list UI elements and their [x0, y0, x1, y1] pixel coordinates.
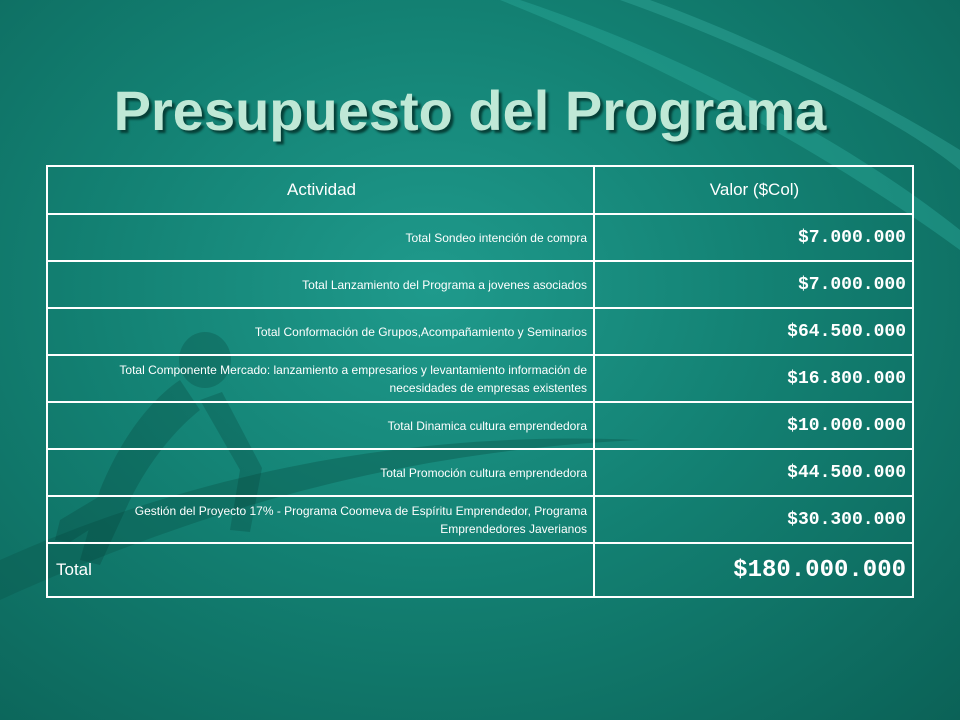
- value-cell: $7.000.000: [594, 214, 913, 261]
- value-cell: $30.300.000: [594, 496, 913, 543]
- activity-cell: Gestión del Proyecto 17% - Programa Coomeva de Espíritu Emprendedor, Programa Emprendedores Javerianos: [47, 496, 594, 543]
- table-row: [47, 261, 913, 308]
- table-row: [47, 496, 913, 543]
- table-header-row: [47, 166, 913, 214]
- table-row: [47, 402, 913, 449]
- activity-cell: Total Componente Mercado: lanzamiento a empresarios y levantamiento información de necesidades de empresas existentes: [47, 355, 594, 402]
- table-row: [47, 449, 913, 496]
- activity-cell: Total Dinamica cultura emprendedora: [47, 402, 594, 449]
- budget-table: [46, 165, 914, 598]
- header-activity: Actividad: [47, 166, 594, 214]
- value-cell: $16.800.000: [594, 355, 913, 402]
- table-row: [47, 355, 913, 402]
- total-value: $180.000.000: [594, 543, 913, 597]
- table-row: [47, 308, 913, 355]
- header-value: Valor ($Col): [594, 166, 913, 214]
- value-cell: $64.500.000: [594, 308, 913, 355]
- table-row: [47, 214, 913, 261]
- value-cell: $7.000.000: [594, 261, 913, 308]
- slide-title: Presupuesto del Programa: [113, 79, 827, 142]
- activity-cell: Total Sondeo intención de compra: [47, 214, 594, 261]
- activity-cell: Total Lanzamiento del Programa a jovenes asociados: [47, 261, 594, 308]
- total-label: Total: [47, 543, 594, 597]
- total-row: [47, 543, 913, 597]
- value-cell: $44.500.000: [594, 449, 913, 496]
- value-cell: $10.000.000: [594, 402, 913, 449]
- activity-cell: Total Conformación de Grupos,Acompañamiento y Seminarios: [47, 308, 594, 355]
- activity-cell: Total Promoción cultura emprendedora: [47, 449, 594, 496]
